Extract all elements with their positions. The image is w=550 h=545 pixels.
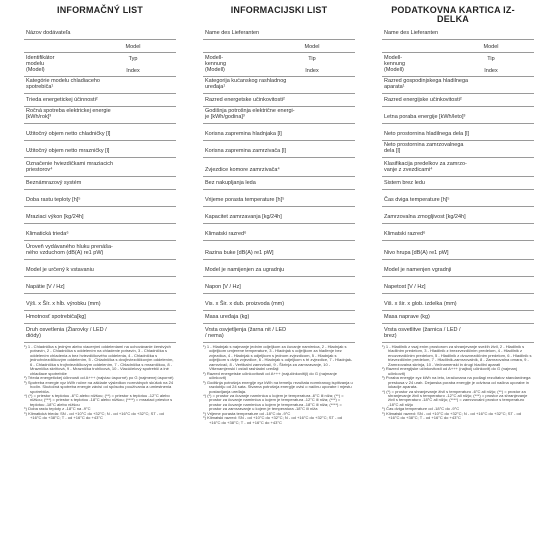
field-row	[382, 107, 534, 124]
field-row	[24, 141, 176, 158]
model-type-label: Tip	[487, 56, 495, 62]
footnote: ³) Poraba energije xyz kWh na leto, izračunana na podlagi rezultatov standardnega preskusa v 24 urah. Dejanska poraba energije je odvisna od načina uporabe in lokacije aparata.	[382, 375, 531, 390]
field-label: Klasifikacija predelkov za zamrzo- vanje z zvezdicami⁴	[384, 161, 467, 174]
field-row	[203, 107, 355, 124]
field-row	[203, 324, 355, 343]
field-list	[203, 23, 355, 343]
model-label: Model	[125, 44, 141, 50]
field-label: Výš. x Šír. x hĺb. výrobku (mm)	[26, 301, 101, 308]
footnote: ³) Spotreba energie xyz kWh ročne na základe výsledkov normálnych skúšok na 24 hodín. Skutočná spotreba energie závisí od spôsobu používania a umiestnenia spotrebiča.	[24, 379, 174, 394]
field-label: Trieda energetickej účinnosti²	[26, 97, 98, 104]
model-type-label: Tip	[308, 56, 316, 62]
field-row	[24, 94, 176, 107]
field-row	[24, 77, 176, 94]
field-label: Druh osvetlenia (Žiarovky / LED / diódy)	[26, 327, 107, 340]
model-label: Model	[304, 44, 320, 50]
field-row	[203, 311, 355, 324]
field-label: Viš. x šir. x glob. izdelka (mm)	[384, 301, 457, 308]
field-label: Označenie hviezdičkami mraziacich priestorov⁴	[26, 161, 114, 174]
field-row	[203, 94, 355, 107]
footnote: ⁵) Čas dviga temperature od -18°C do -9°C	[382, 406, 460, 412]
footnote: ¹) 1 - Hladnjak s najmanje jednim odjeljkom za čuvanje namirnica, 2 - Hladnjak s odjeljkom umjerene temperature, 3 - Hladnjak s odjeljkom za hlađenje bez zvjezdica, 4 - Hladnjak s odjeljkom s jednom zvjezdicom, 5 - Hladnjak s odjeljkom s dvije zvjezdice, 6 - Hladnjak s odjeljkom s tri zvjezdice, 7 - Hladnjak-zamrzivač, 8 - Vertikalni zamrzivač, 9 - Škrinja za zamrzavanje, 10 - Višenamjenski i ostali rashladni uređaji	[203, 344, 353, 372]
model-identifier-label: Modell- kennung (Modell)	[205, 55, 227, 73]
footnote: ²) Razred energijske učinkovitosti od A+++ (najbolj učinkovit) do G (najmanj učinkovit)	[382, 366, 517, 376]
field-list	[24, 23, 176, 343]
info-column	[203, 5, 355, 340]
field-label: Letna poraba energije [kWh/leto]³	[384, 114, 466, 121]
footnote: ⁶) Klimatická trieda: SN - od +10°C do +32°C; N - od +16°C do +32°C; ST - od +16°C do +38°C; T - od +16°C do +43°C	[24, 410, 164, 421]
footnote: ⁶) Klimatski razred: SN - od +10°C do +32°C; N - od +16°C do +32°C; ST - od +16°C do +38°C; T - od +16°C do +43°C	[382, 410, 521, 421]
field-label: Razred gospodinjskega hladilnega aparata¹	[384, 78, 469, 91]
field-label: Neto prostornina zamrzovalnega dela [l]	[384, 142, 464, 155]
field-label: Masa uređaja (kg)	[205, 314, 250, 321]
field-label: Vrsta osvjetljenja (žarna nit / LED / nema)	[205, 327, 287, 340]
field-row	[382, 324, 534, 343]
field-row	[382, 158, 534, 177]
field-row	[24, 124, 176, 141]
model-type-label: Typ	[128, 56, 138, 62]
field-label: Názov dodávateľa	[26, 30, 71, 37]
field-row	[24, 53, 176, 77]
field-label: Úroveň vydávaného hluku prenáša- ného vzduchom (dB(A) re1 pW)	[26, 244, 113, 257]
field-label: Kapacitet zamrzavanja [kg/24h]	[205, 214, 282, 221]
field-row	[24, 294, 176, 311]
field-label: Užitočný objem netto chladničky [l]	[26, 131, 111, 138]
footnote: ⁵) Doba rastu teploty z -18°C na -9°C	[24, 406, 91, 412]
footnote: ⁴) (*) = prostor za čuvanje namirnica u kojem je temperatura -6°C ili niža; (**) = prostor za čuvanje namirnica u kojem je temperatura -12°C ili niža; (***) = prostor za čuvanje namirnica u kojem je temperatura -18°C ili niža; (****) = prostor za zamrzavanje u kojem je temperatura -18°C ili niža	[203, 392, 344, 412]
field-label: Napetost [V / Hz]	[384, 284, 426, 291]
field-row	[382, 177, 534, 190]
field-label: Korisna zapremina zamrzivača [l]	[205, 148, 287, 155]
field-label: Kategórie modelu chladiaceho spotrebiča¹	[26, 78, 100, 91]
field-row	[382, 311, 534, 324]
field-row	[203, 158, 355, 177]
model-identifier-label: Identifikátor modelu (Model)	[26, 55, 55, 73]
field-label: Klimatski razred⁶	[205, 231, 247, 238]
footnote: ²) Razred energetske učinkovitosti od A+++ (najučinkovitiji) do G (najmanje učinkovit)	[203, 370, 337, 381]
field-label: Čas dviga temperature [h]⁵	[384, 197, 450, 204]
field-row	[382, 294, 534, 311]
field-label: Mraziaci výkon [kg/24h]	[26, 214, 84, 221]
field-row	[382, 224, 534, 241]
field-row	[24, 177, 176, 190]
model-index-label: Index	[484, 68, 498, 74]
field-row	[203, 207, 355, 224]
footnote: ⁵) Vrijeme porasta temperature od -18°C do -9°C	[203, 410, 291, 416]
field-row	[24, 158, 176, 177]
field-label: Model je namijenjen za ugradnju	[205, 267, 285, 274]
field-label: Vis. x Šir. x dub. proizvoda (mm)	[205, 301, 285, 308]
field-row	[382, 53, 534, 77]
field-row	[203, 224, 355, 241]
column-header: INFORMAČNÝ LIST	[57, 5, 143, 15]
field-label: Razred energetske učinkovitosti²	[205, 97, 285, 104]
field-row	[203, 40, 355, 53]
field-label: Name des Lieferanten	[384, 30, 439, 37]
field-label: Kategorija kućanskog rashladnog uređaja¹	[205, 78, 287, 91]
field-label: Sistem brez ledu	[384, 180, 425, 187]
field-row	[203, 241, 355, 260]
footnote: ¹) 1 - Hladilnik z vsaj enim prostorom za shranjevanje svežih živil, 2 - Hladilnik s hladilnim predelom, 3 - Hladilnik z brezzvezdičnim predelom, 4 - Hladilnik z enozvezdičnim predelom, 5 - Hladilnik z dvozvezdičnim predelom, 6 - Hladilnik s trizvezdičnim predelom, 7 - Hladilnik-zamrzovalnik, 8 - Zamrzovalna omara, 9 - Zamrzovalna skrinja, 10 - Večnamenski in drugi hladilni aparati	[382, 344, 532, 367]
field-row	[203, 277, 355, 294]
footnote: ⁴) (*) = priestor s teplotou -6°C alebo nižšou; (**) = priestor s teplotou -12°C alebo nižšou; (***) = priestor s teplotou -18°C alebo nižšou; (****) = mraziaci priestor s teplotou -18°C alebo nižšou	[24, 392, 173, 407]
field-label: Name des Lieferanten	[205, 30, 260, 37]
footnotes	[24, 345, 174, 421]
field-row	[382, 207, 534, 224]
field-row	[24, 207, 176, 224]
field-row	[203, 190, 355, 207]
field-row	[203, 124, 355, 141]
field-row	[382, 260, 534, 277]
field-row	[382, 77, 534, 94]
field-label: Nivo hrupa [dB(A) re1 pW]	[384, 250, 449, 257]
field-row	[203, 23, 355, 40]
field-label: Razred energijske učinkovitosti²	[384, 97, 462, 104]
field-row	[382, 23, 534, 40]
field-label: Klimatski razred⁶	[384, 231, 426, 238]
footnote: ²) Trieda energetickej účinnosti od A+++ (najviac úsporné) po G (najmenej úsporné)	[24, 375, 174, 381]
info-column	[382, 5, 534, 340]
field-row	[24, 324, 176, 343]
field-row	[203, 141, 355, 158]
field-label: Beznámrazový systém	[26, 180, 82, 187]
field-row	[24, 311, 176, 324]
field-label: Napätie [V / Hz]	[26, 284, 65, 291]
footnotes	[382, 345, 532, 421]
model-label: Model	[483, 44, 499, 50]
footnote: ⁴) (*) = prostor za shranjevanje živil s temperaturo -6°C ali nižjo; (**) = prostor za shranjevanje živil s temperaturo -12°C ali nižjo; (***) = prostor za shranjevanje živil s temperaturo -18°C ali nižjo; (****) = zamrzovalni prostor s temperaturo -18°C ali nižjo	[382, 388, 528, 407]
info-column	[24, 5, 176, 340]
field-label: Neto prostornina hladilnega dela [l]	[384, 131, 470, 138]
column-header: INFORMACIJSKI LIST	[230, 5, 328, 15]
field-row	[203, 53, 355, 77]
field-row	[203, 177, 355, 190]
field-label: Zamrzovalna zmogljivost [kg/24h]	[384, 214, 466, 221]
field-label: Hmotnosť spotrebiča[kg]	[26, 314, 86, 321]
field-label: Ročná spotreba elektrickej energie [kWh/rok]³	[26, 108, 111, 121]
field-label: Užitočný objem netto mrazničky [l]	[26, 148, 110, 155]
field-label: Vrijeme porasta temperature [h]⁵	[205, 197, 285, 204]
field-label: Model je určený k vstavaniu	[26, 267, 94, 274]
field-row	[382, 94, 534, 107]
field-label: Korisna zapremina hladnjaka [l]	[205, 131, 282, 138]
field-row	[24, 277, 176, 294]
field-list	[382, 23, 534, 343]
field-row	[24, 260, 176, 277]
field-label: Doba rastu teploty [h]⁵	[26, 197, 81, 204]
field-row	[24, 23, 176, 40]
field-label: Godišnja potrošnja električne energi- je [kWh/godina]³	[205, 108, 295, 121]
field-label: Napon [V / Hz]	[205, 284, 241, 291]
field-label: Razina buke [dB(A) re1 pW]	[205, 250, 274, 257]
column-header: PODATKOVNA KARTICA IZ- DELKA	[391, 5, 515, 24]
footnote: ⁶) Klimatski razred: SN - od +10°C do +32°C; N - od +16°C do +32°C; ST - od +16°C do +38°C; T - od +16°C do +43°C	[203, 415, 342, 425]
model-index-label: Index	[126, 68, 140, 74]
field-row	[203, 260, 355, 277]
footnote: ¹) 1 - Chladnička s jedným alebo viacerými oddeleniami na uchovávanie čerstvých potravín, 2 - Chladnička s oddelením na chladenie potravín, 3 - Chladnička s oddelením chladenia a bez hviezdičkového oddelenia, 4 - Chladnička s jednohviezdičkovým oddelením, 5 - Chladnička s dvojhviezdičkovým oddelením, 6 - Chladnička s trojhviezdičkovým oddelením, 7 - Chladnička s mrazničkou, 8 - Mraznička skriňová, 9 - Mraznička truhlicová, 10 - Viacúčelový spotrebič a iné chladiace spotrebiče	[24, 344, 174, 376]
field-row	[24, 40, 176, 53]
field-row	[24, 224, 176, 241]
field-label: Vrsta osvetlitve (žarnica / LED / brez)	[384, 327, 461, 340]
field-row	[382, 277, 534, 294]
field-label: Bez nakupljanja leda	[205, 180, 256, 187]
field-row	[382, 141, 534, 158]
field-label: Klimatická trieda⁶	[26, 231, 69, 238]
field-row	[24, 190, 176, 207]
field-label: Zvjezdice komore zamrzivača⁴	[205, 167, 280, 174]
field-row	[24, 107, 176, 124]
field-row	[203, 77, 355, 94]
model-identifier-label: Modell- kennung (Modell)	[384, 55, 406, 73]
field-label: Model je namenjen vgradnji	[384, 267, 452, 274]
field-row	[24, 241, 176, 260]
field-row	[382, 124, 534, 141]
field-row	[382, 40, 534, 53]
footnotes	[203, 345, 353, 425]
field-row	[203, 294, 355, 311]
footnote: ³) Godišnja potrošnja energije xyz kWh na temelju rezultata normiranog ispitivanja u razdoblju od 24 sata. Stvarna potrošnja energije ovisi o načinu uporabe i mjestu postavljanja uređaja.	[203, 379, 353, 394]
field-row	[382, 241, 534, 260]
field-row	[382, 190, 534, 207]
model-index-label: Index	[305, 68, 319, 74]
field-label: Masa naprave (kg)	[384, 314, 430, 321]
